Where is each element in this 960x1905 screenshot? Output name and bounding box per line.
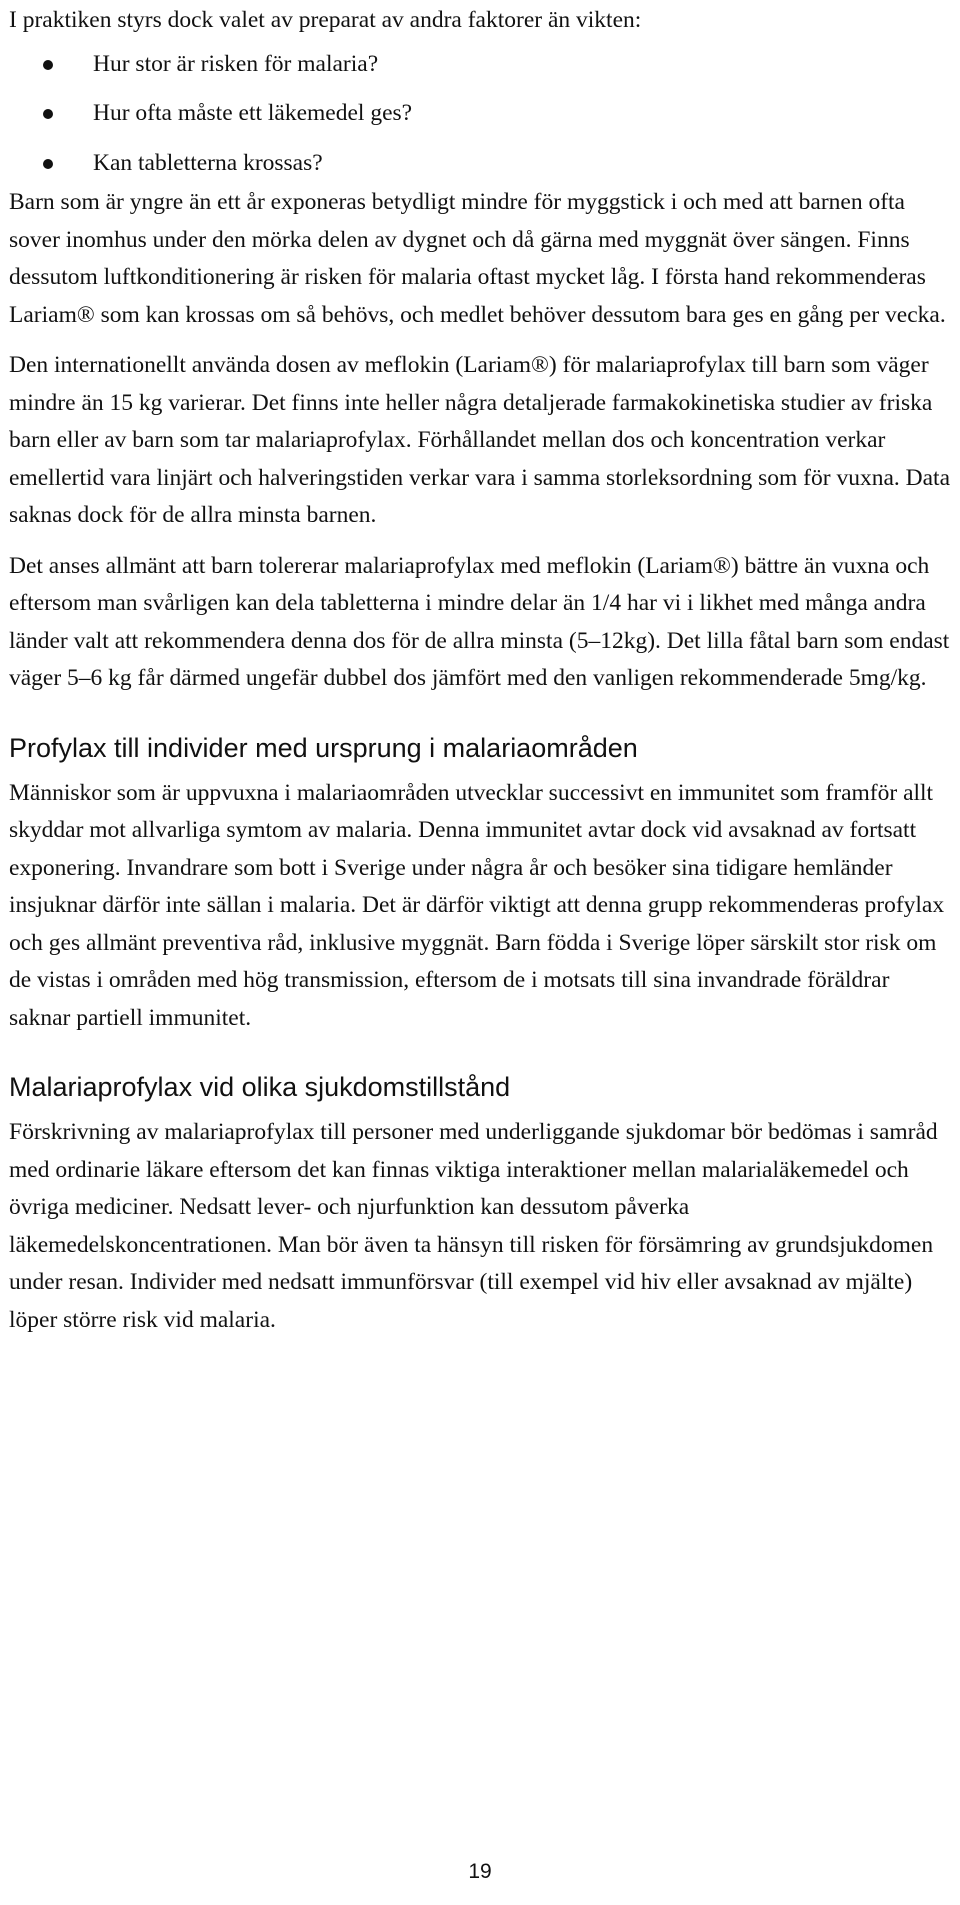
page-number: 19 — [468, 1860, 492, 1883]
paragraph-dosage: Den internationellt använda dosen av meflokin (Lariam®) för malariaprofylax till barn som väger mindre än 15 kg varierar. Det finns inte heller några detaljerade farmakokinetiska studier av friska barn eller av barn som tar malariaprofylax. Förhållandet mellan dos och koncentration verkar emellertid vara linjärt och halveringstiden verkar vara i samma storleksordning som för vuxna. Data saknas dock för de allra minsta barnen. — [9, 352, 950, 528]
bullet-icon — [43, 159, 53, 169]
intro-text: I praktiken styrs dock valet av preparat av andra faktorer än vikten: — [9, 7, 642, 33]
list-item-text: Hur stor är risken för malaria? — [93, 50, 379, 77]
list-item — [9, 46, 951, 84]
factor-list — [9, 46, 951, 183]
paragraph-tolerance: Det anses allmänt att barn tolererar malariaprofylax med meflokin (Lariam®) bättre än vuxna och eftersom man svårligen kan dela tabletterna i mindre delar än 1/4 har vi i likhet med många andra länder valt att rekommendera denna dos för de allra minsta (5–12kg). Det lilla fåtal barn som endast väger 5–6 kg får därmed ungefär dubbel dos jämfört med den vanligen rekommenderade 5mg/kg. — [9, 552, 950, 691]
section-heading-origin: Profylax till individer med ursprung i malariaområden — [9, 732, 638, 763]
list-item — [9, 95, 951, 133]
section-text-conditions: Förskrivning av malariaprofylax till personer med underliggande sjukdomar bör bedömas i samråd med ordinarie läkare eftersom det kan finnas viktiga interaktioner mellan malarialäkemedel och övriga mediciner. Nedsatt lever- och njurfunktion kan dessutom påverka läkemedelskoncentrationen. Man bör även ta hänsyn till risken för försämring av grundsjukdomen under resan. Individer med nedsatt immunförsvar (till exempel vid hiv eller avsaknad av mjälte) löper större risk vid malaria. — [9, 1119, 938, 1333]
bullet-icon — [43, 109, 53, 119]
list-item-text: Kan tabletterna krossas? — [93, 149, 323, 176]
paragraph-infants: Barn som är yngre än ett år exponeras betydligt mindre för myggstick i och med att barnen ofta sover inomhus under den mörka delen av dygnet och då gärna med myggnät över sängen. Finns dessutom luftkonditionering är risken för malaria oftast mycket låg. I första hand rekommenderas Lariam® som kan krossas om så behövs, och medlet behöver dessutom bara ges en gång per vecka. — [9, 189, 946, 328]
section-heading-conditions: Malariaprofylax vid olika sjukdomstillstånd — [9, 1072, 511, 1102]
list-item — [9, 145, 951, 183]
section-text-origin: Människor som är uppvuxna i malariaområden utvecklar successivt en immunitet som framför allt skyddar mot allvarliga symtom av malaria. Denna immunitet avtar dock vid avsaknad av fortsatt exponering. Invandrare som bott i Sverige under några år och besöker sina tidigare hemländer insjuknar därför inte sällan i malaria. Det är därför viktigt att denna grupp rekommenderas profylax och ges allmänt preventiva råd, inklusive myggnät. Barn födda i Sverige löper särskilt stor risk om de vistas i områden med hög transmission, eftersom de i motsats till sina invandrade föräldrar saknar partiell immunitet. — [9, 779, 945, 1031]
list-item-text: Hur ofta måste ett läkemedel ges? — [93, 100, 413, 126]
page-content — [9, 0, 951, 1339]
bullet-icon — [43, 60, 53, 70]
